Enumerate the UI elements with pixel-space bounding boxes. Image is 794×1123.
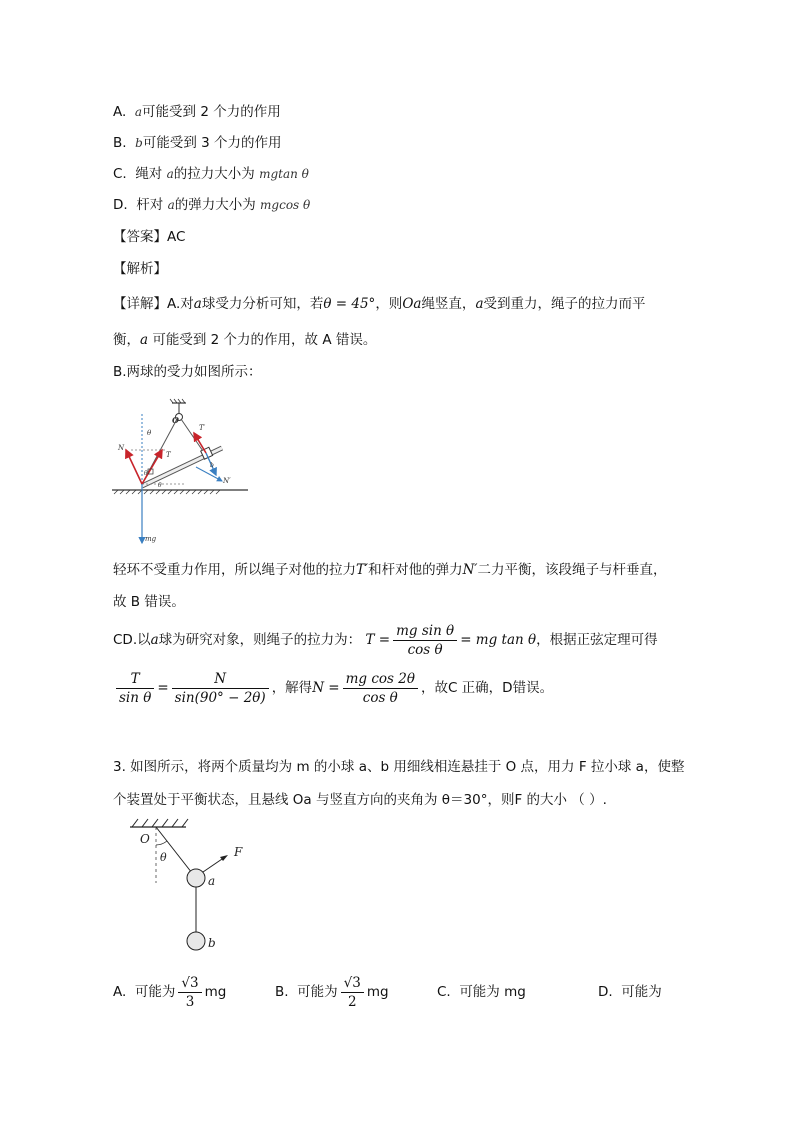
label-theta-top: θ bbox=[147, 429, 152, 437]
arrow-n bbox=[126, 450, 142, 484]
detail-line-1: 【详解】A.对a球受力分析可知，若θ = 45°，则Oa绳竖直，a受到重力，绳子的拉力而平 bbox=[113, 296, 646, 312]
question3-figure bbox=[120, 815, 260, 955]
detail-line-7: $\frac{T}{\text{sin θ}}$ = $\frac{N}{\sin(90^\circ - 2\theta)}$ ，解得N = $\frac{\text{mg cos 2θ}}{\text{cos θ}}$ ，故C 正确，D错误。 bbox=[113, 668, 553, 708]
q3-b-fraction: $\frac{√3}{2}$ bbox=[341, 974, 364, 1011]
label-f: F bbox=[234, 845, 243, 859]
detail-line-2: 衡，a 可能受到 2 个力的作用，故 A 错误。 bbox=[113, 332, 377, 348]
string-oa bbox=[156, 827, 192, 873]
label-theta-ground: θ bbox=[158, 482, 162, 489]
label-theta: θ bbox=[160, 851, 167, 864]
arrow-t-prime bbox=[194, 433, 206, 453]
label-o: O bbox=[172, 415, 179, 425]
option-d-prev: D. 杆对 a的弹力大小为 mgcos θ bbox=[113, 197, 311, 213]
eq2-fraction-left: $\frac{T}{\text{sin θ}}$ bbox=[116, 670, 154, 707]
theta-arc bbox=[156, 841, 167, 845]
label-a: a bbox=[208, 874, 216, 888]
ball-a bbox=[187, 869, 205, 887]
q3-option-d: D. 可能为 bbox=[598, 984, 662, 1000]
answer: 【答案】AC bbox=[113, 229, 186, 245]
ceiling-hatch bbox=[170, 399, 185, 403]
label-mg: mg bbox=[145, 535, 157, 543]
label-b: b bbox=[208, 936, 216, 950]
q3-option-a: A. 可能为 $\frac{√3}{3}$ mg bbox=[113, 974, 227, 1010]
ball-b bbox=[187, 932, 205, 950]
eq1-fraction: $\frac{\text{mg sin θ}}{\text{cos θ}}$ bbox=[393, 622, 457, 659]
detail-line-6: CD.以a球为研究对象，则绳子的拉力为： T = $\frac{\text{mg sin θ}}{\text{cos θ}}$ = mg tan θ，根据正弦定理可得 bbox=[113, 622, 658, 658]
label-n-prime: N′ bbox=[223, 477, 231, 485]
detail-line-4: 轻环不受重力作用，所以绳子对他的拉力T′和杆对他的弹力N′二力平衡，该段绳子与杆垂直， bbox=[113, 562, 667, 578]
label-n: N bbox=[118, 444, 125, 452]
question3-line-2: 个装置处于平衡状态，且悬线 Oa 与竖直方向的夹角为 θ＝30°，则F 的大小 （ ）. bbox=[113, 792, 607, 808]
ground-hatch bbox=[114, 490, 220, 494]
arrow-n-prime bbox=[196, 467, 222, 481]
detail-line-5: 故 B 错误。 bbox=[113, 594, 185, 610]
option-c-prev: C. 绳对 a的拉力大小为 mgtan θ bbox=[113, 166, 309, 182]
analysis-label: 【解析】 bbox=[113, 261, 167, 277]
label-t: T bbox=[166, 451, 171, 459]
label-theta-a: θ bbox=[144, 470, 148, 477]
q3-option-b: B. 可能为 $\frac{√3}{2}$ mg bbox=[275, 974, 389, 1010]
q3-a-fraction: $\frac{√3}{3}$ bbox=[178, 974, 201, 1011]
eq2-fraction-right: $\frac{N}{\sin(90^\circ - 2\theta)}$ bbox=[172, 670, 269, 707]
eq3-fraction: $\frac{\text{mg cos 2θ}}{\text{cos θ}}$ bbox=[343, 670, 418, 707]
question3-line-1: 3. 如图所示，将两个质量均为 m 的小球 a、b 用细线相连悬挂于 O 点，用力 F 拉小球 a，使整 bbox=[113, 759, 685, 775]
force-diagram bbox=[110, 395, 250, 547]
label-o: O bbox=[140, 832, 150, 846]
label-t-prime: T′ bbox=[199, 424, 206, 432]
option-a-prev: A. a可能受到 2 个力的作用 bbox=[113, 104, 281, 120]
detail-line-3: B.两球的受力如图所示： bbox=[113, 364, 262, 380]
ceiling-hatch bbox=[132, 819, 188, 827]
option-b-prev: B. b可能受到 3 个力的作用 bbox=[113, 135, 282, 151]
q3-option-c: C. 可能为 mg bbox=[437, 984, 526, 1000]
label-b: b bbox=[210, 462, 214, 469]
